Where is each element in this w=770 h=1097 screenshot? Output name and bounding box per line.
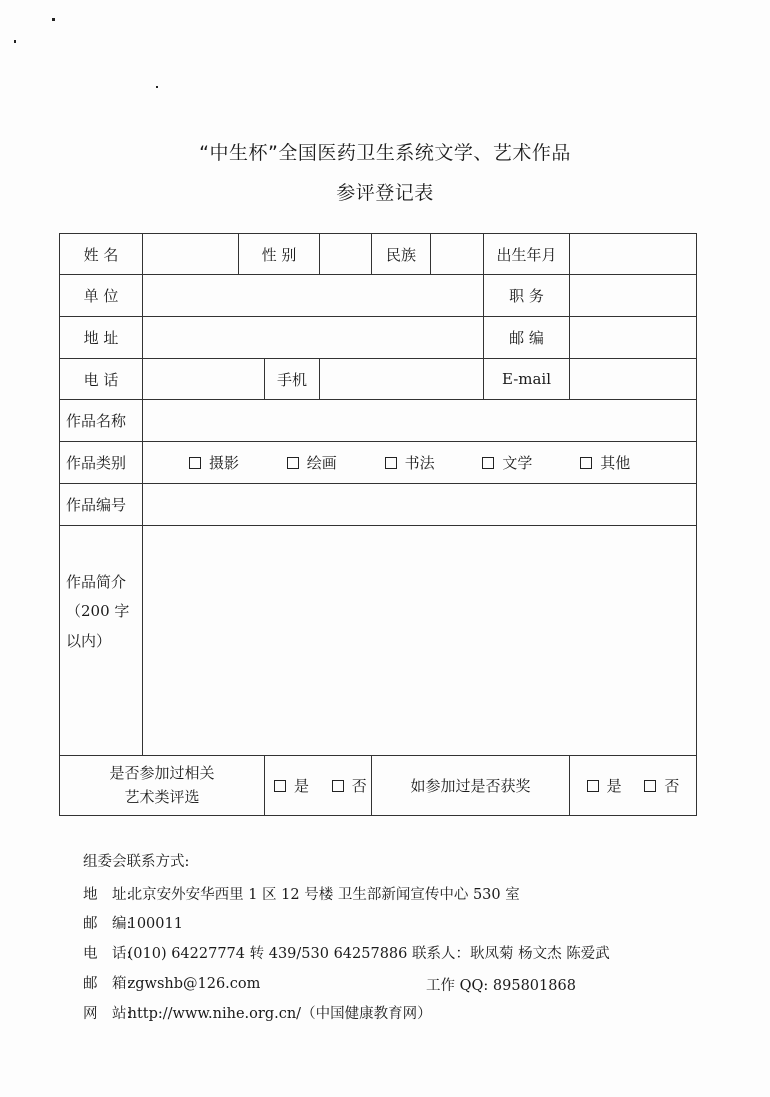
participated-label-line: 是否参加过相关 bbox=[109, 764, 215, 783]
address-label: 地 址 bbox=[60, 317, 143, 359]
category-option-other[interactable]: 其他 bbox=[580, 452, 630, 473]
contact-qq-value: 895801868 bbox=[492, 978, 576, 994]
intro-label-line: （200 字 bbox=[66, 602, 130, 621]
participated-label-line: 艺术类评选 bbox=[124, 787, 200, 806]
category-option-calligraphy[interactable]: 书法 bbox=[385, 452, 435, 473]
awarded-options bbox=[570, 756, 697, 816]
contact-phone-value: (010) 64227774 转 439/530 64257886 联系人：耿凤菊 杨文杰 陈爱武 bbox=[127, 946, 610, 962]
category-option-photography[interactable]: 摄影 bbox=[189, 452, 239, 473]
scan-speck bbox=[14, 40, 16, 43]
email-field[interactable] bbox=[570, 359, 697, 400]
birth-label: 出生年月 bbox=[484, 234, 570, 275]
participated-options bbox=[265, 756, 372, 816]
name-field[interactable] bbox=[143, 234, 239, 275]
work-number-label: 作品编号 bbox=[60, 484, 143, 526]
contact-phone-label: 电 话: bbox=[83, 946, 132, 962]
participated-label bbox=[60, 756, 265, 816]
checkbox[interactable] bbox=[189, 457, 201, 469]
contact-website-row bbox=[83, 1002, 432, 1023]
contact-website-value[interactable]: http://www.nihe.org.cn/（中国健康教育网） bbox=[127, 1006, 432, 1022]
contact-qq-label: 工作 QQ: bbox=[426, 978, 489, 994]
ethnicity-field[interactable] bbox=[431, 234, 484, 275]
contact-email-value[interactable]: zgwshb@126.com bbox=[127, 976, 261, 992]
contact-postcode-value: 100011 bbox=[127, 916, 183, 932]
checkbox[interactable] bbox=[385, 457, 397, 469]
phone-field[interactable] bbox=[143, 359, 265, 400]
postcode-field[interactable] bbox=[570, 317, 697, 359]
birth-field[interactable] bbox=[570, 234, 697, 275]
email-label: E-mail bbox=[484, 359, 570, 400]
checkbox[interactable] bbox=[287, 457, 299, 469]
work-intro-label bbox=[60, 526, 143, 756]
checkbox[interactable] bbox=[580, 457, 592, 469]
participated-yes-option[interactable]: 是 bbox=[274, 775, 309, 796]
mobile-label: 手机 bbox=[265, 359, 320, 400]
checkbox[interactable] bbox=[274, 780, 286, 792]
contact-postcode-label: 邮 编: bbox=[83, 916, 132, 932]
category-option-literature[interactable]: 文学 bbox=[482, 452, 532, 473]
registration-form-table bbox=[59, 233, 697, 816]
contact-address-label: 地 址: bbox=[83, 887, 132, 903]
contact-website-label: 网 站: bbox=[83, 1006, 132, 1022]
postcode-label: 邮 编 bbox=[484, 317, 570, 359]
awarded-label: 如参加过是否获奖 bbox=[372, 756, 570, 816]
contact-address-value: 北京安外安华西里 1 区 12 号楼 卫生部新闻宣传中心 530 室 bbox=[127, 887, 520, 903]
ethnicity-label: 民族 bbox=[372, 234, 431, 275]
checkbox[interactable] bbox=[587, 780, 599, 792]
contact-email-row bbox=[83, 972, 260, 993]
checkbox[interactable] bbox=[332, 780, 344, 792]
contact-email-label: 邮 箱: bbox=[83, 976, 132, 992]
intro-label-line: 作品简介 bbox=[66, 573, 127, 591]
contact-qq-row bbox=[426, 974, 576, 995]
unit-label: 单 位 bbox=[60, 275, 143, 317]
category-option-painting[interactable]: 绘画 bbox=[287, 452, 337, 473]
work-category-label: 作品类别 bbox=[60, 442, 143, 484]
unit-field[interactable] bbox=[143, 275, 484, 317]
checkbox[interactable] bbox=[644, 780, 656, 792]
contact-postcode-row bbox=[83, 912, 183, 933]
work-intro-field[interactable] bbox=[143, 526, 697, 756]
gender-field[interactable] bbox=[320, 234, 372, 275]
participated-no-option[interactable]: 否 bbox=[332, 775, 367, 796]
form-title: “中生杯”全国医药卫生系统文学、艺术作品 bbox=[199, 142, 571, 164]
contact-heading: 组委会联系方式: bbox=[83, 854, 190, 870]
mobile-field[interactable] bbox=[320, 359, 484, 400]
work-title-label: 作品名称 bbox=[60, 400, 143, 442]
address-field[interactable] bbox=[143, 317, 484, 359]
contact-phone-row bbox=[83, 942, 610, 963]
awarded-no-option[interactable]: 否 bbox=[644, 775, 679, 796]
position-label: 职 务 bbox=[484, 275, 570, 317]
work-number-field[interactable] bbox=[143, 484, 697, 526]
awarded-yes-option[interactable]: 是 bbox=[587, 775, 622, 796]
scan-speck bbox=[156, 86, 158, 88]
scan-speck bbox=[52, 18, 55, 21]
work-category-options bbox=[143, 442, 697, 484]
name-label: 姓 名 bbox=[60, 234, 143, 275]
form-subtitle: 参评登记表 bbox=[336, 182, 434, 204]
checkbox[interactable] bbox=[482, 457, 494, 469]
work-title-field[interactable] bbox=[143, 400, 697, 442]
gender-label: 性 别 bbox=[239, 234, 320, 275]
position-field[interactable] bbox=[570, 275, 697, 317]
contact-address-row bbox=[83, 883, 520, 904]
intro-label-line: 以内） bbox=[66, 631, 112, 650]
phone-label: 电 话 bbox=[60, 359, 143, 400]
